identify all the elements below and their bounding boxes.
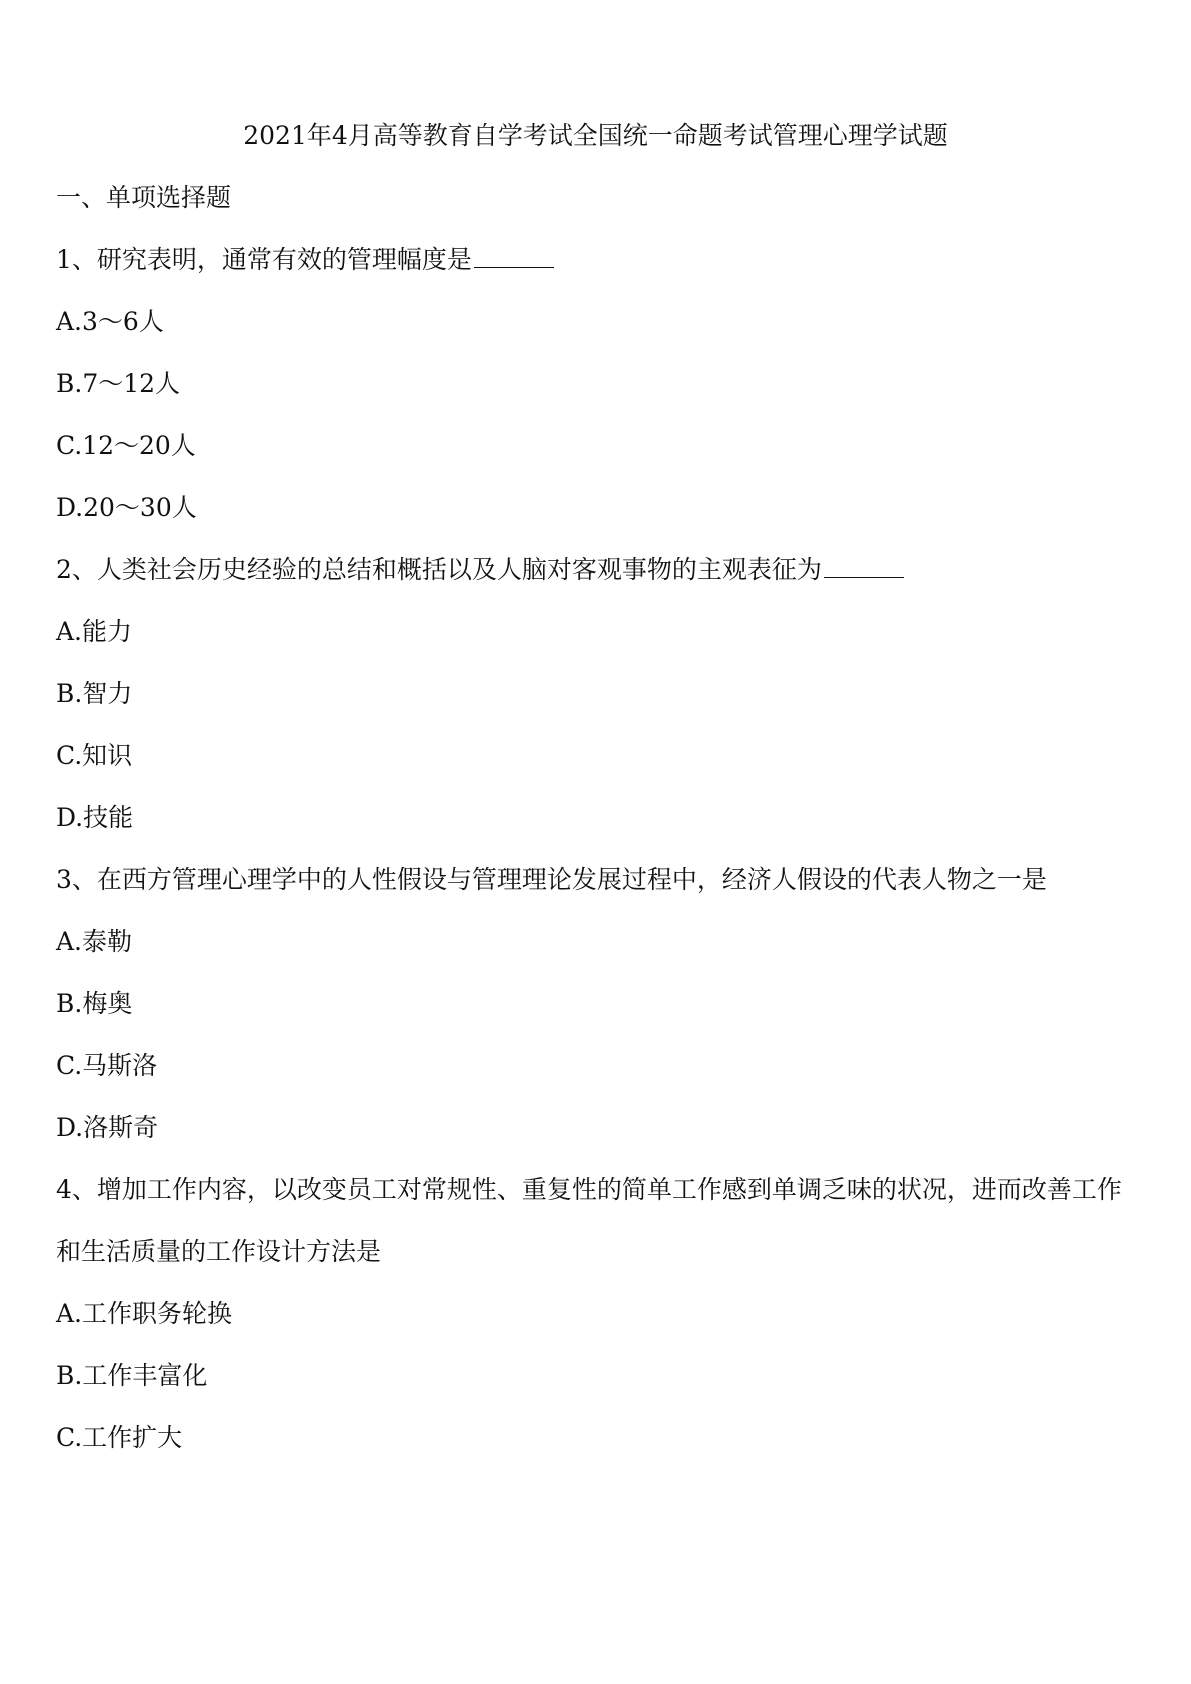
answer-option: A.能力 bbox=[56, 617, 133, 646]
page-title: 2021年4月高等教育自学考试全国统一命题考试管理心理学试题 bbox=[243, 121, 948, 150]
answer-option: A.泰勒 bbox=[56, 927, 133, 956]
question-text: 1、研究表明，通常有效的管理幅度是 bbox=[56, 245, 472, 274]
answer-option: B.7～12人 bbox=[56, 369, 181, 398]
answer-blank bbox=[824, 555, 904, 578]
question-stem: 4、增加工作内容，以改变员工对常规性、重复性的简单工作感到单调乏味的状况，进而改善工作和生活质量的工作设计方法是 bbox=[56, 1175, 1122, 1266]
answer-option: C.12～20人 bbox=[56, 431, 196, 460]
answer-option: D.洛斯奇 bbox=[56, 1113, 159, 1142]
question-stem bbox=[56, 245, 1141, 275]
answer-option: B.智力 bbox=[56, 679, 133, 708]
answer-option: B.工作丰富化 bbox=[56, 1361, 208, 1390]
answer-option: C.知识 bbox=[56, 741, 133, 770]
answer-option: C.工作扩大 bbox=[56, 1423, 183, 1452]
answer-option: B.梅奥 bbox=[56, 989, 133, 1018]
question-list bbox=[56, 183, 1141, 1485]
answer-option: D.20～30人 bbox=[56, 493, 197, 522]
answer-option: C.马斯洛 bbox=[56, 1051, 158, 1080]
answer-blank bbox=[474, 245, 554, 268]
answer-option: A.3～6人 bbox=[56, 307, 164, 336]
question-text: 2、人类社会历史经验的总结和概括以及人脑对客观事物的主观表征为 bbox=[56, 555, 822, 584]
section-heading: 一、单项选择题 bbox=[56, 183, 232, 212]
question-stem: 3、在西方管理心理学中的人性假设与管理理论发展过程中，经济人假设的代表人物之一是 bbox=[56, 865, 1047, 894]
question-stem bbox=[56, 555, 1141, 585]
answer-option: A.工作职务轮换 bbox=[56, 1299, 233, 1328]
answer-option: D.技能 bbox=[56, 803, 134, 832]
